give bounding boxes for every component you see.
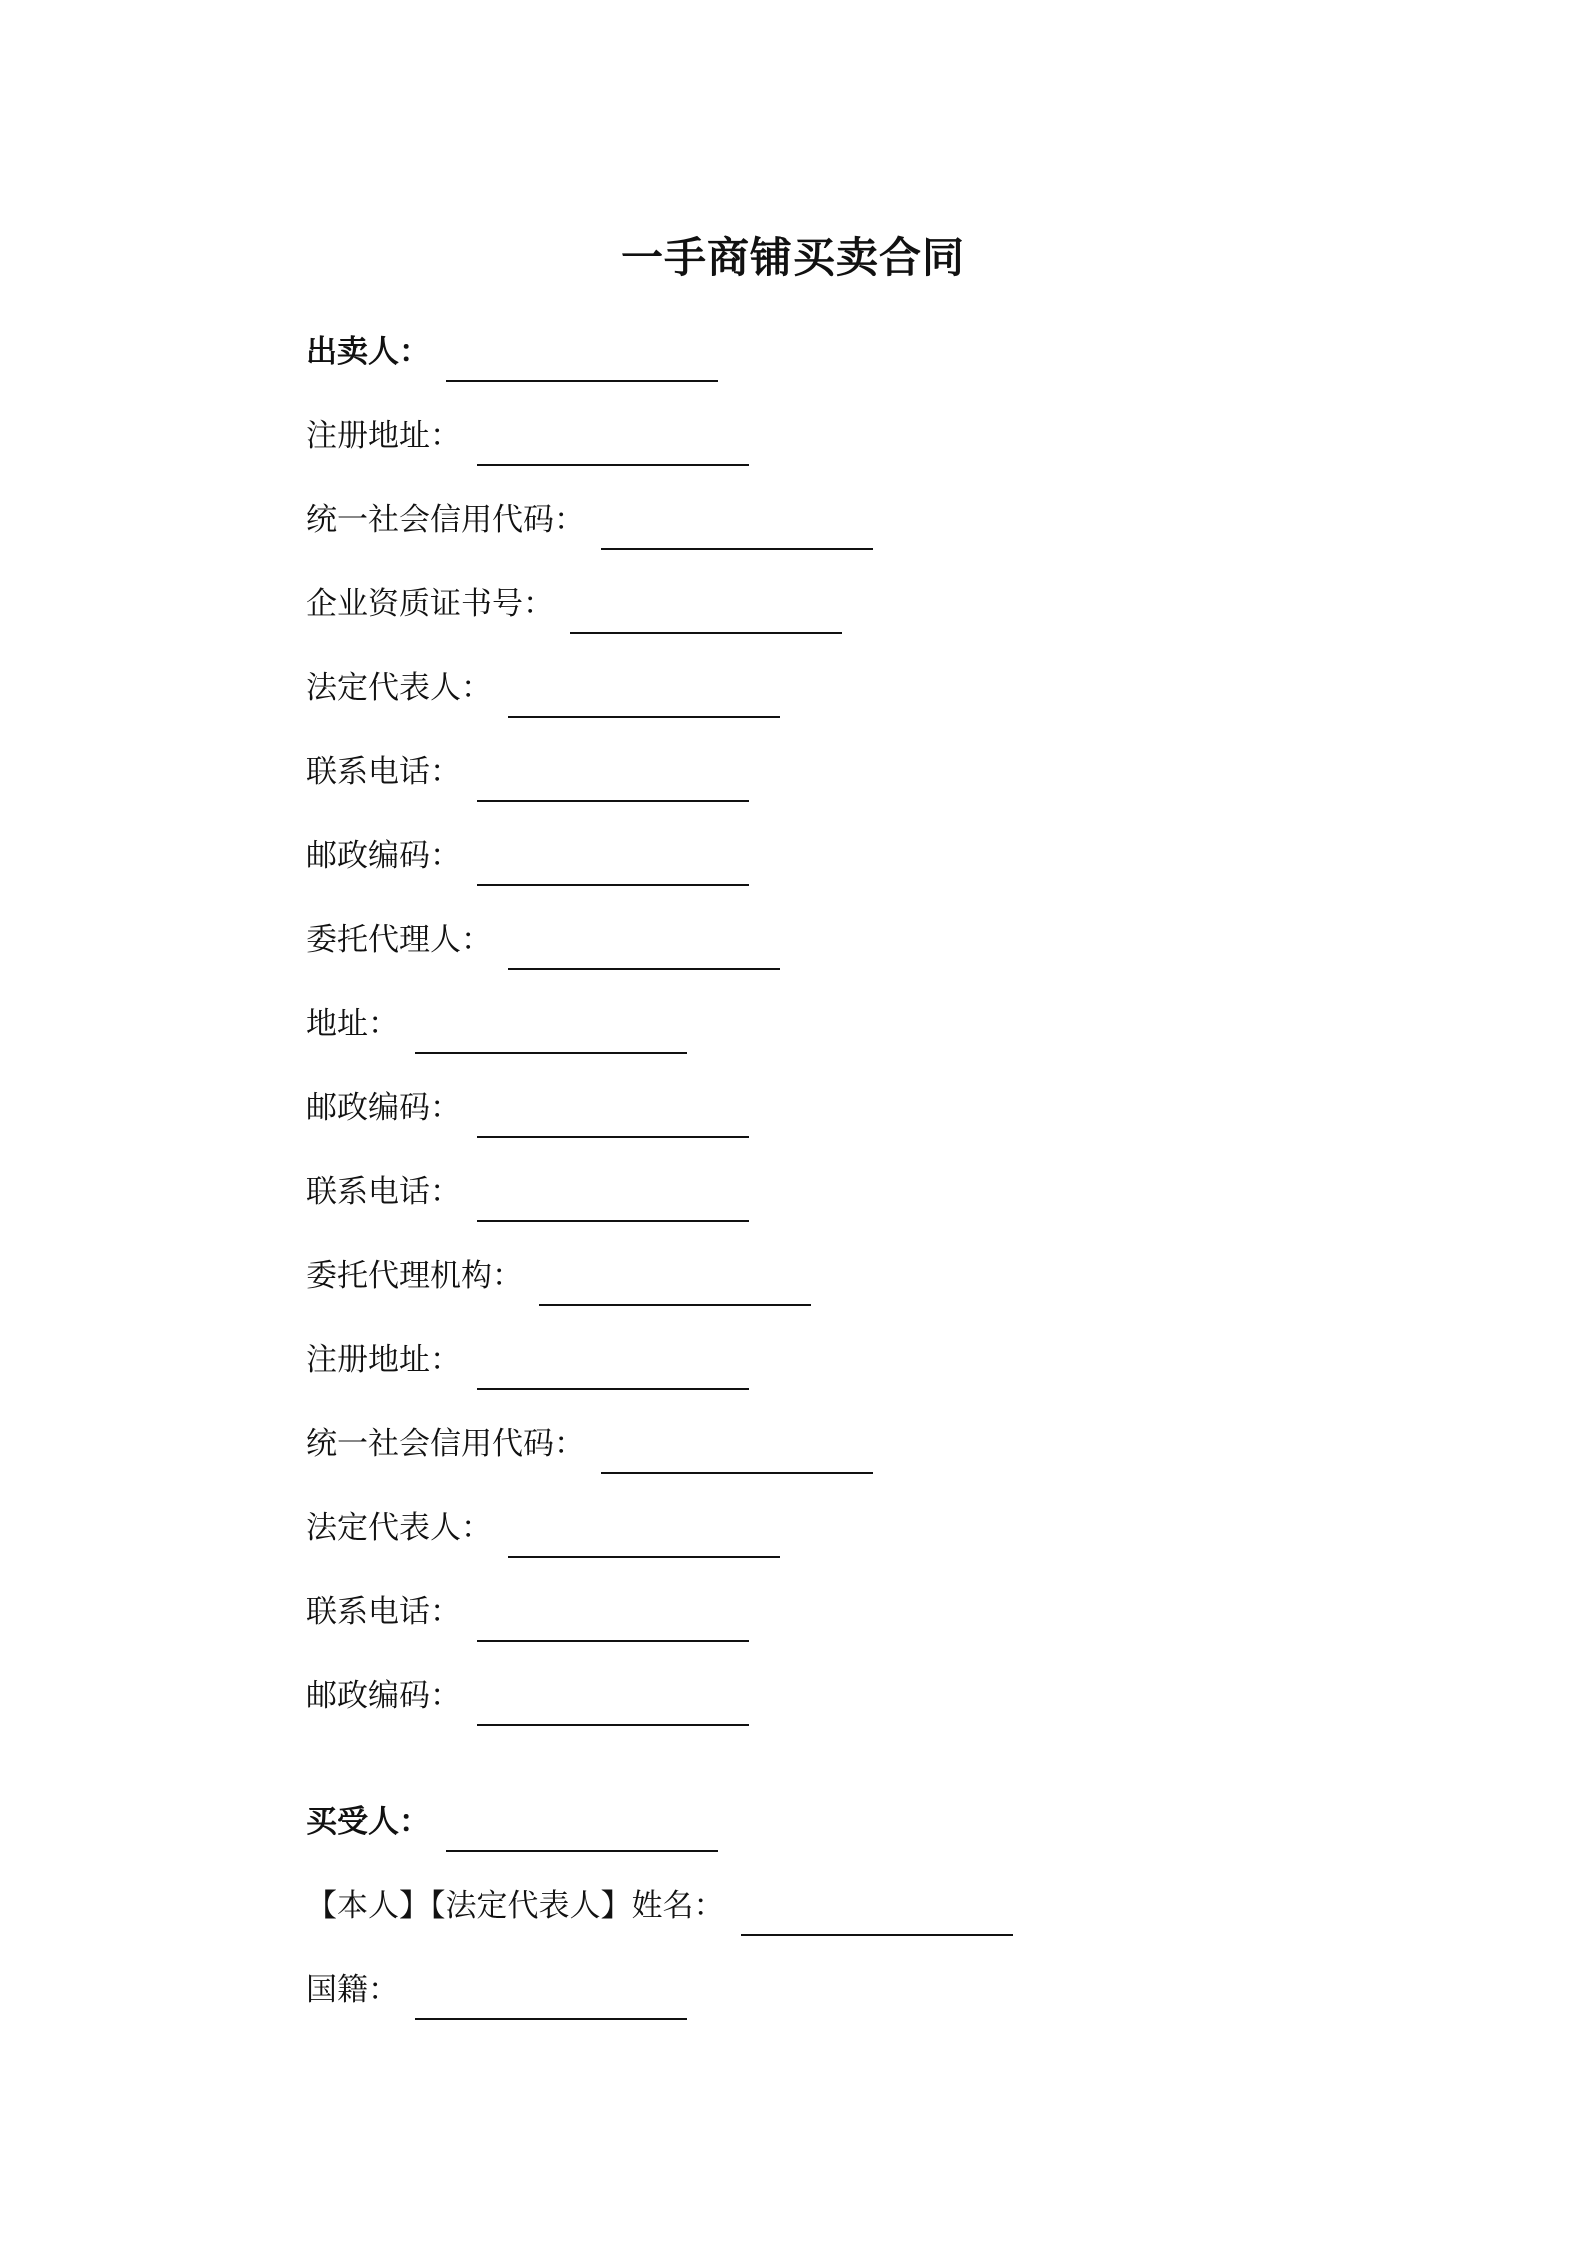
field-label: 买受人： bbox=[306, 1804, 430, 1840]
field-postcode bbox=[306, 834, 749, 878]
field-postcode bbox=[306, 1086, 749, 1130]
field-nationality bbox=[306, 1968, 687, 2012]
blank-line[interactable] bbox=[415, 1988, 687, 2020]
field-legal-rep bbox=[306, 666, 780, 710]
blank-line[interactable] bbox=[570, 602, 842, 634]
field-address bbox=[306, 1002, 687, 1046]
field-phone bbox=[306, 750, 749, 794]
field-label: 法定代表人： bbox=[306, 670, 492, 706]
field-qualification-cert bbox=[306, 582, 842, 626]
field-phone bbox=[306, 1590, 749, 1634]
field-label: 联系电话： bbox=[306, 1594, 461, 1630]
blank-line[interactable] bbox=[415, 1022, 687, 1054]
field-label: 联系电话： bbox=[306, 1174, 461, 1210]
blank-line[interactable] bbox=[508, 938, 780, 970]
field-label: 【本人】【法定代表人】姓名： bbox=[306, 1888, 725, 1924]
blank-line[interactable] bbox=[601, 1442, 873, 1474]
blank-line[interactable] bbox=[477, 1358, 749, 1390]
blank-line[interactable] bbox=[477, 1694, 749, 1726]
blank-line[interactable] bbox=[477, 770, 749, 802]
field-label: 邮政编码： bbox=[306, 1678, 461, 1714]
document-title: 一手商铺买卖合同 bbox=[620, 233, 965, 282]
field-label: 联系电话： bbox=[306, 754, 461, 790]
blank-line[interactable] bbox=[446, 1820, 718, 1852]
field-buyer bbox=[306, 1800, 718, 1844]
field-legal-rep bbox=[306, 1506, 780, 1550]
field-postcode bbox=[306, 1674, 749, 1718]
field-agent bbox=[306, 918, 780, 962]
field-credit-code bbox=[306, 1422, 873, 1466]
field-label: 出卖人： bbox=[306, 334, 430, 370]
blank-line[interactable] bbox=[601, 518, 873, 550]
field-seller bbox=[306, 330, 718, 374]
blank-line[interactable] bbox=[508, 686, 780, 718]
field-label: 统一社会信用代码： bbox=[306, 502, 585, 538]
field-label: 注册地址： bbox=[306, 418, 461, 454]
field-label: 企业资质证书号： bbox=[306, 586, 554, 622]
field-label: 注册地址： bbox=[306, 1342, 461, 1378]
field-label: 国籍： bbox=[306, 1972, 399, 2008]
blank-line[interactable] bbox=[477, 1190, 749, 1222]
blank-line[interactable] bbox=[741, 1904, 1013, 1936]
field-label: 统一社会信用代码： bbox=[306, 1426, 585, 1462]
blank-line[interactable] bbox=[508, 1526, 780, 1558]
field-buyer-name bbox=[306, 1884, 1013, 1928]
blank-line[interactable] bbox=[477, 1610, 749, 1642]
blank-line[interactable] bbox=[477, 434, 749, 466]
field-registered-address bbox=[306, 414, 749, 458]
field-label: 地址： bbox=[306, 1006, 399, 1042]
field-registered-address bbox=[306, 1338, 749, 1382]
field-label: 委托代理人： bbox=[306, 922, 492, 958]
blank-line[interactable] bbox=[446, 350, 718, 382]
blank-line[interactable] bbox=[477, 854, 749, 886]
field-credit-code bbox=[306, 498, 873, 542]
blank-line[interactable] bbox=[477, 1106, 749, 1138]
blank-line[interactable] bbox=[539, 1274, 811, 1306]
field-label: 邮政编码： bbox=[306, 1090, 461, 1126]
field-label: 邮政编码： bbox=[306, 838, 461, 874]
field-agency bbox=[306, 1254, 811, 1298]
field-phone bbox=[306, 1170, 749, 1214]
field-label: 委托代理机构： bbox=[306, 1258, 523, 1294]
field-label: 法定代表人： bbox=[306, 1510, 492, 1546]
